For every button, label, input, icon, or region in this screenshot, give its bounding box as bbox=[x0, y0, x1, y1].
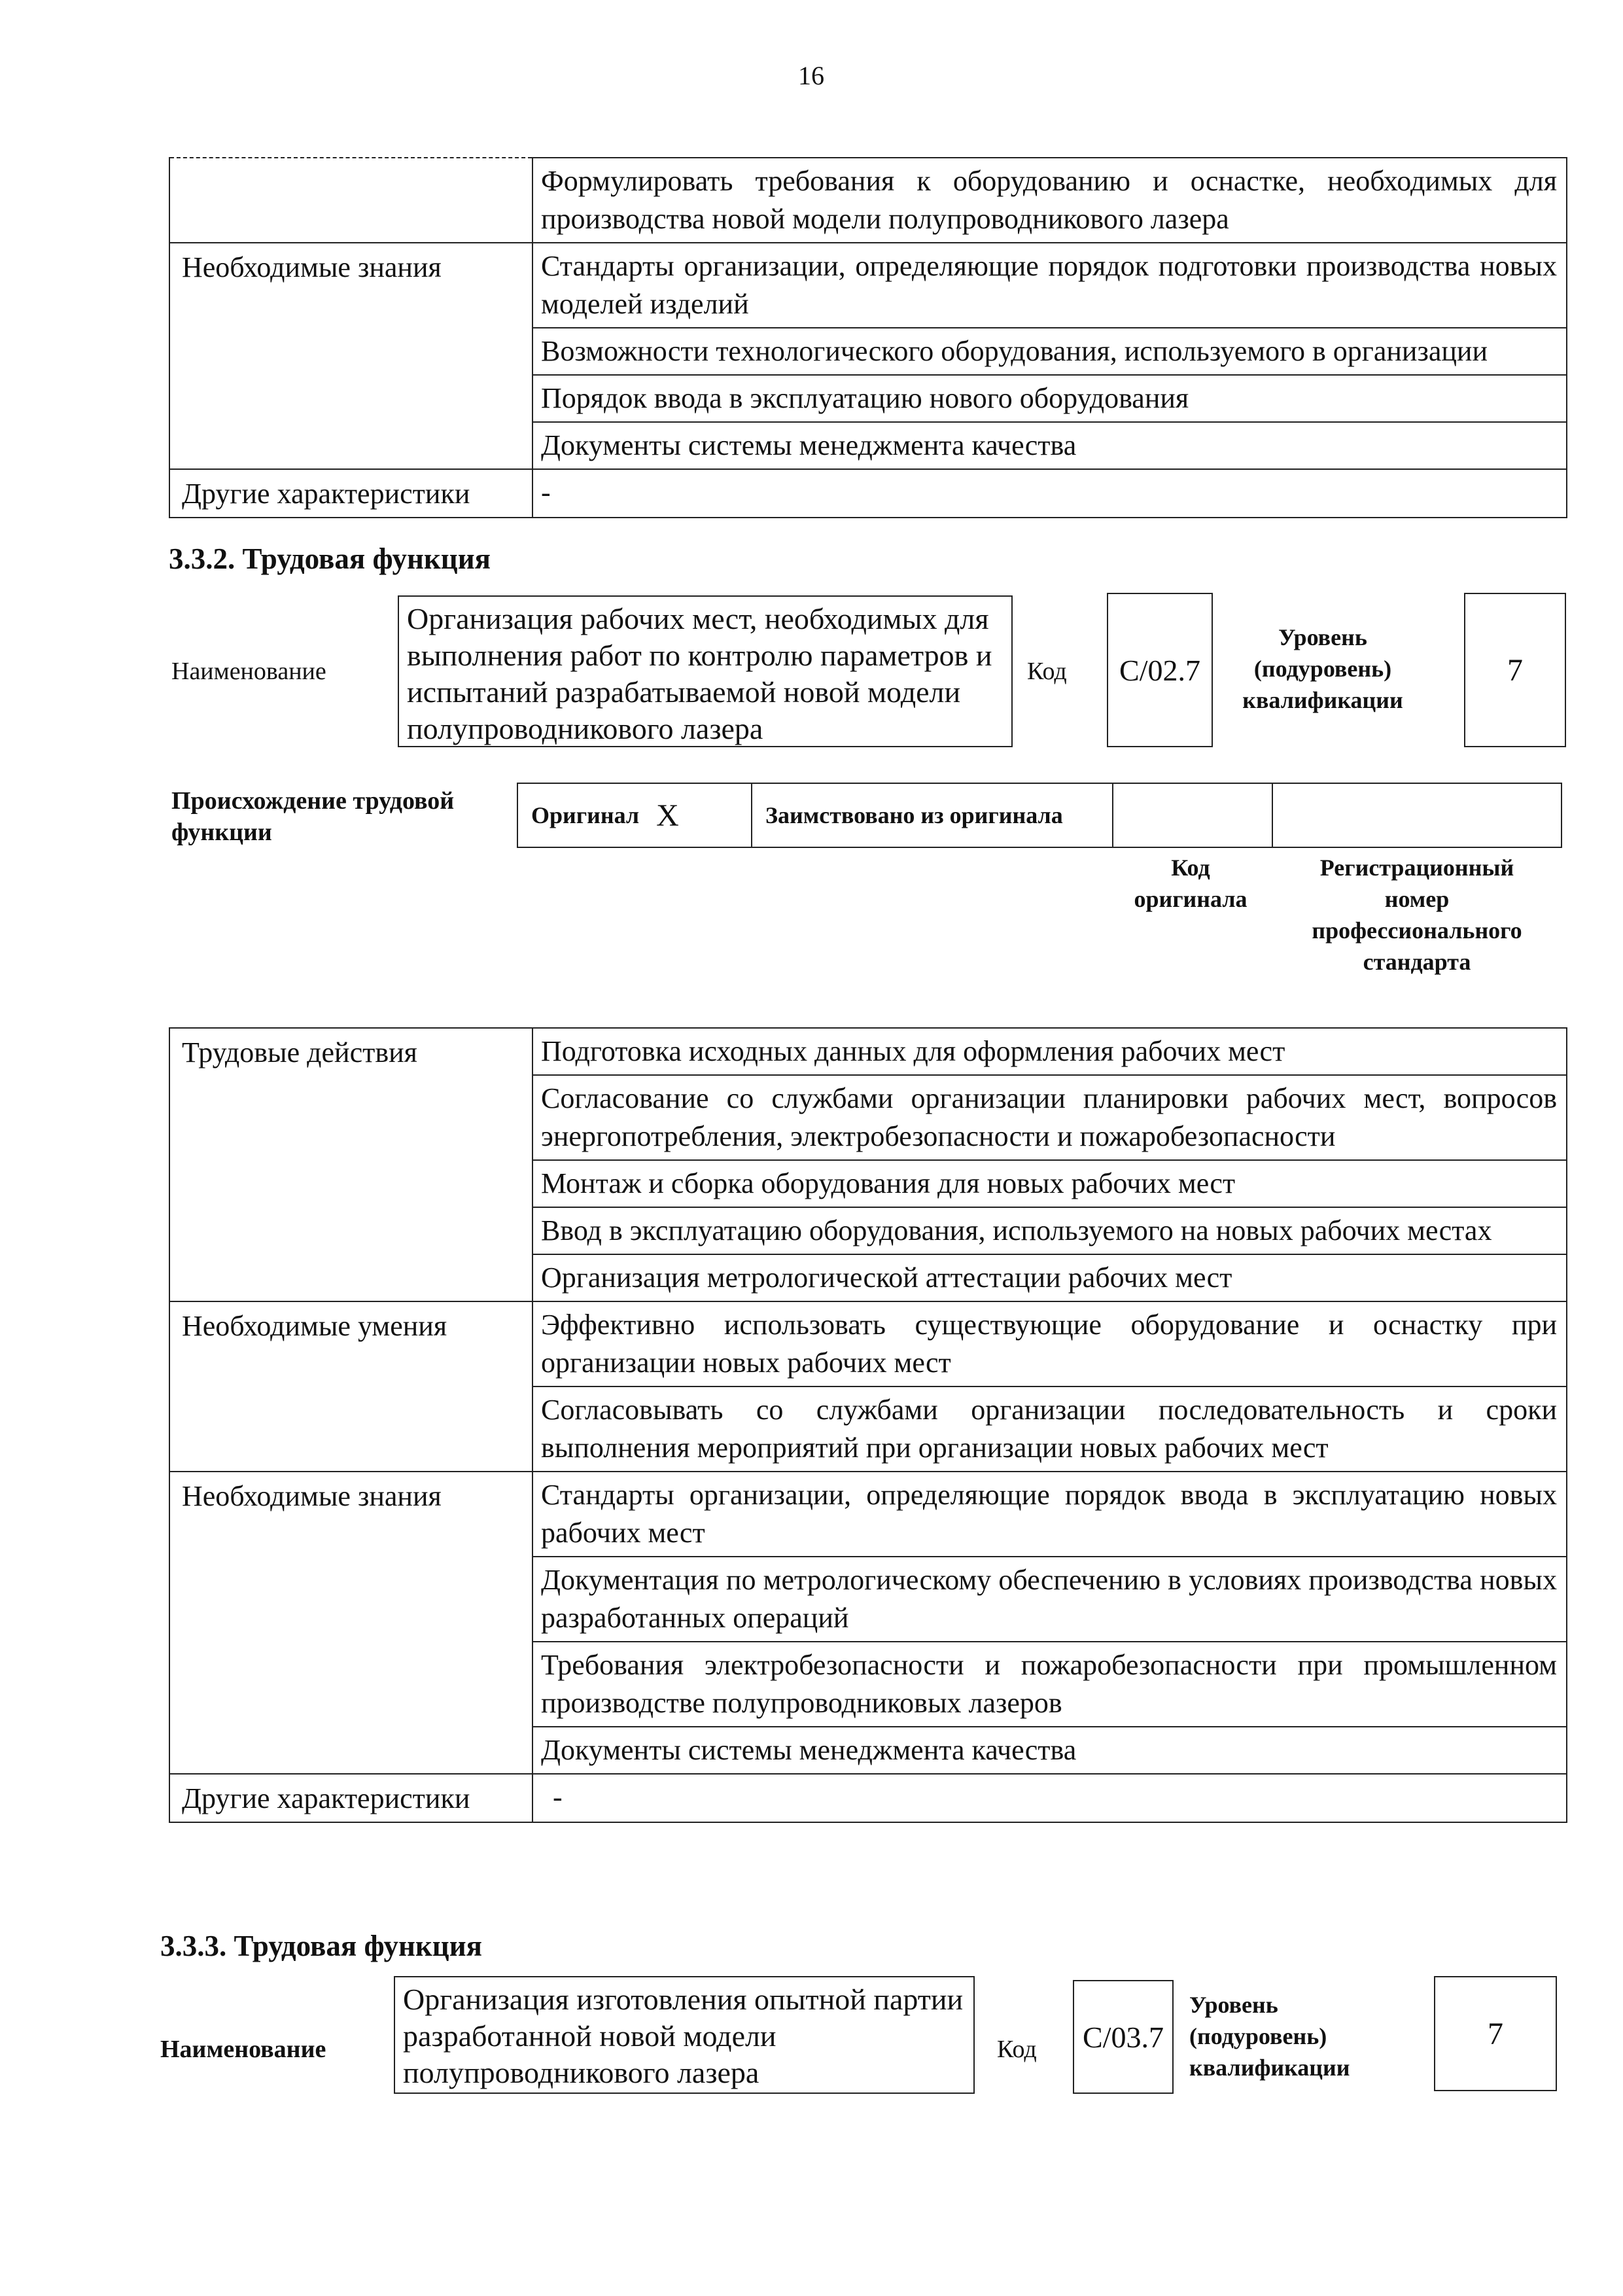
list-item: Эффективно использовать существующие оборудование и оснастку при организации новых рабочих мест bbox=[532, 1301, 1567, 1386]
list-item: Возможности технологического оборудования, используемого в организации bbox=[532, 328, 1567, 375]
list-item: Согласовывать со службами организации последовательность и сроки выполнения мероприятий при организации новых рабочих мест bbox=[532, 1386, 1567, 1472]
origin-borrowed-cell: Заимствовано из оригинала bbox=[751, 783, 1113, 848]
name-label: Наименование bbox=[171, 658, 326, 685]
origin-code-caption: Код оригинала bbox=[1134, 855, 1248, 912]
function-name-box: Организация изготовления опытной партии разработанной новой модели полупроводникового лазера bbox=[394, 1976, 975, 2094]
list-item: Организация метрологической аттестации рабочих мест bbox=[532, 1254, 1567, 1301]
table-row bbox=[169, 1472, 1567, 1557]
table-row bbox=[169, 1774, 1567, 1822]
origin-original-cell bbox=[517, 783, 752, 848]
row-label: Трудовые действия bbox=[169, 1028, 532, 1301]
row-label: Необходимые знания bbox=[169, 1472, 532, 1774]
row-label: Необходимые знания bbox=[169, 243, 532, 469]
level-box: 7 bbox=[1464, 593, 1566, 747]
list-item: - bbox=[532, 469, 1567, 518]
level-label: Уровень (подуровень) квалификации bbox=[1242, 624, 1403, 713]
list-item: Подготовка исходных данных для оформления рабочих мест bbox=[532, 1028, 1567, 1075]
row-label: Другие характеристики bbox=[169, 1774, 532, 1822]
row-label: Другие характеристики bbox=[169, 469, 532, 518]
table-row bbox=[169, 1028, 1567, 1075]
list-item: Ввод в эксплуатацию оборудования, используемого на новых рабочих местах bbox=[532, 1207, 1567, 1254]
requirements-table-top bbox=[169, 157, 1567, 518]
origin-reg-caption: Регистрационный номер профессионального стандарта bbox=[1312, 855, 1522, 975]
code-box: C/02.7 bbox=[1107, 593, 1213, 747]
origin-original-label: Оригинал bbox=[531, 802, 640, 828]
origin-code-cell bbox=[1112, 783, 1273, 848]
table-row bbox=[169, 1301, 1567, 1386]
list-item: Согласование со службами организации планировки рабочих мест, вопросов энергопотребления, электробезопасности и пожаробезопасности bbox=[532, 1075, 1567, 1160]
code-label: Код bbox=[1027, 658, 1067, 685]
code-label: Код bbox=[997, 2036, 1037, 2063]
list-item: Требования электробезопасности и пожаробезопасности при промышленном производстве полупроводниковых лазеров bbox=[532, 1642, 1567, 1727]
table-row bbox=[169, 469, 1567, 518]
code-box: C/03.7 bbox=[1073, 1980, 1174, 2094]
list-item: Стандарты организации, определяющие порядок ввода в эксплуатацию новых рабочих мест bbox=[532, 1472, 1567, 1557]
origin-mark: X bbox=[656, 798, 679, 833]
section-title: 3.3.3. Трудовая функция bbox=[160, 1930, 483, 1962]
origin-label: Происхождение трудовой функции bbox=[171, 787, 455, 846]
table-row bbox=[169, 158, 1567, 243]
name-label: Наименование bbox=[160, 2036, 326, 2063]
list-item: Стандарты организации, определяющие порядок подготовки производства новых моделей изделий bbox=[532, 243, 1567, 328]
list-item: Порядок ввода в эксплуатацию нового оборудования bbox=[532, 375, 1567, 422]
level-box: 7 bbox=[1434, 1976, 1557, 2091]
list-item: - bbox=[532, 1774, 1567, 1822]
origin-reg-number-cell bbox=[1272, 783, 1562, 848]
list-item: Документы системы менеджмента качества bbox=[532, 422, 1567, 469]
list-item: Документы системы менеджмента качества bbox=[532, 1727, 1567, 1774]
list-item: Формулировать требования к оборудованию и оснастке, необходимых для производства новой модели полупроводникового лазера bbox=[532, 158, 1567, 243]
level-label: Уровень (подуровень) квалификации bbox=[1189, 1992, 1350, 2081]
page-number: 16 bbox=[798, 61, 824, 90]
function-name-box: Организация рабочих мест, необходимых для выполнения работ по контролю параметров и испытаний разрабатываемой новой модели полупроводникового лазера bbox=[398, 595, 1013, 747]
section-title: 3.3.2. Трудовая функция bbox=[169, 542, 491, 575]
origin-row bbox=[517, 783, 1562, 848]
requirements-table-332 bbox=[169, 1027, 1567, 1823]
row-label bbox=[169, 158, 532, 243]
row-label: Необходимые умения bbox=[169, 1301, 532, 1472]
list-item: Документация по метрологическому обеспечению в условиях производства новых разработанных операций bbox=[532, 1557, 1567, 1642]
table-row bbox=[169, 243, 1567, 328]
list-item: Монтаж и сборка оборудования для новых рабочих мест bbox=[532, 1160, 1567, 1207]
